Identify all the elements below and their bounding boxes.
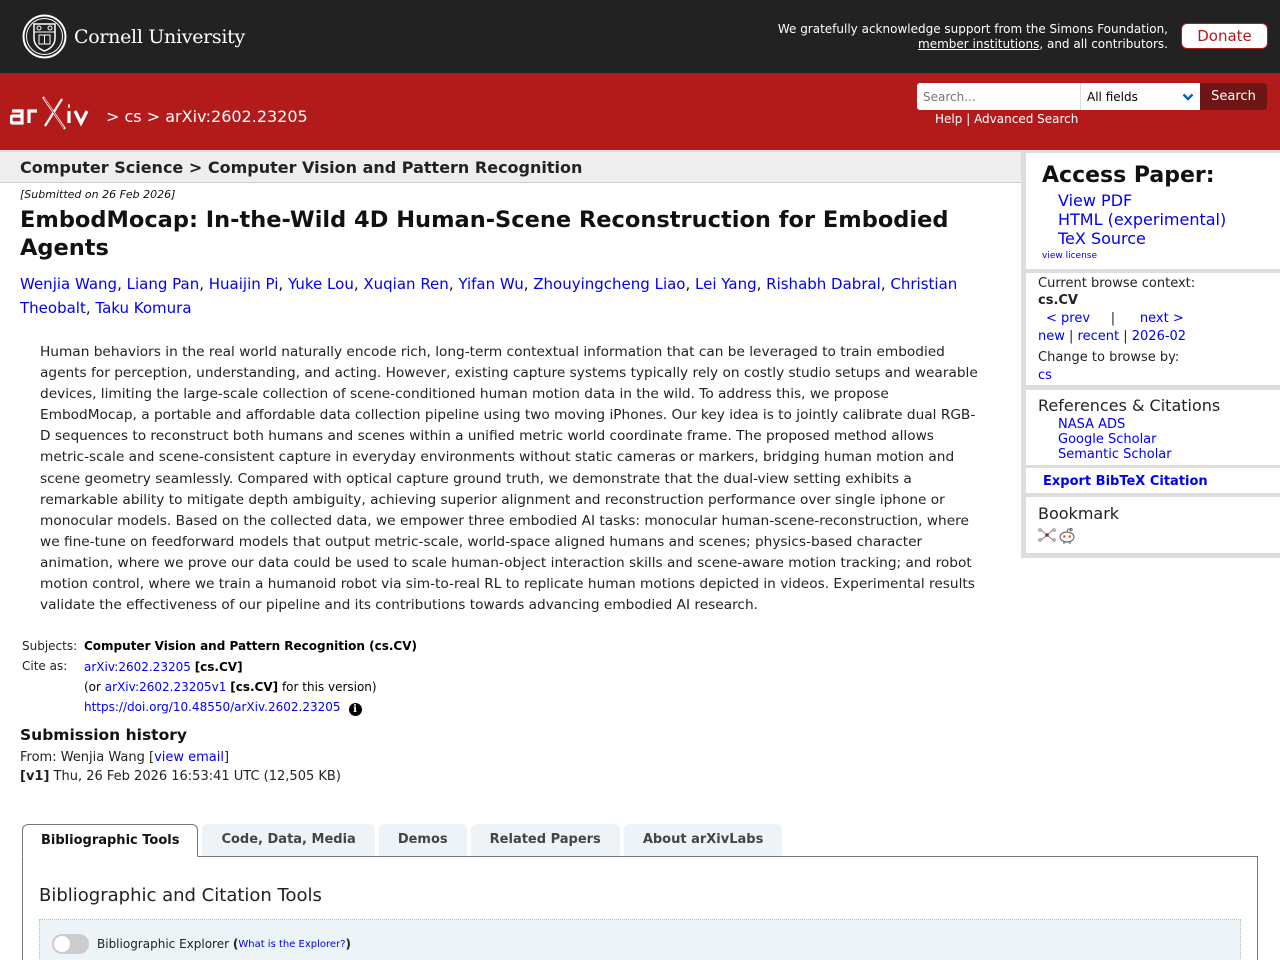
author-link[interactable]: Yifan Wu xyxy=(458,275,524,293)
browse-cs-link[interactable]: cs xyxy=(1038,368,1052,383)
arxiv-header xyxy=(0,73,1280,150)
paren-close: ) xyxy=(345,937,351,951)
donate-button[interactable]: Donate xyxy=(1181,23,1268,49)
search-field-value: All fields xyxy=(1087,89,1138,104)
next-link[interactable]: next > xyxy=(1139,311,1184,326)
tab-demos[interactable]: Demos xyxy=(379,824,467,857)
browse-context-value: cs.CV xyxy=(1038,293,1078,308)
access-paper-title: Access Paper: xyxy=(1042,163,1215,188)
paper-main xyxy=(20,183,1020,784)
bookmark-block xyxy=(1026,497,1280,553)
labs-tab-panel xyxy=(22,856,1258,960)
submission-history-title: Submission history xyxy=(20,726,187,744)
author-link[interactable]: Taku Komura xyxy=(95,299,192,317)
author-link[interactable]: Liang Pan xyxy=(126,275,200,293)
references-block xyxy=(1026,390,1280,465)
semantic-scholar-link[interactable]: Semantic Scholar xyxy=(1058,447,1172,462)
search-field-select[interactable] xyxy=(1080,83,1200,110)
author-link[interactable]: Zhouyingcheng Liao xyxy=(533,275,686,293)
abstract: Human behaviors in the real world naturally encode rich, long-term contextual information that can be leveraged to train embodied agents for perception, understanding, and acting. However, existing capture systems typically rely on costly studio setups and wearable devices, limiting the large-scale collection of scene-conditioned human motion data in the wild. To address this, we propose EmbodMocap, a portable and affordable data collection pipeline using two moving iPhones. Our key idea is to jointly calibrate dual RGB-D sequences to reconstruct both humans and scenes within a unified metric world coordinate frame. The proposed method allows metric-scale and scene-consistent capture in everyday environments without static cameras or markers, bridging human motion and scene geometry seamlessly. Compared with optical capture ground truth, we demonstrate that the dual-view setting exhibits a remarkable ability to mitigate depth ambiguity, achieving superior alignment and reconstruction performance over single iphone or monocular models. Based on the collected data, we empower three embodied AI tasks: monocular human-scene-reconstruction, where we fine-tune on feedforward models that output metric-scale, world-space aligned humans and scenes; physics-based character animation, where we prove our data could be used to scale human-object interaction skills and scene-aware motion tracking; and robot motion control, where we train a humanoid robot via sim-to-real RL to replicate human motions depicted in videos. Experimental results validate the effectiveness of our pipeline and its contributions towards advancing embodied AI research. xyxy=(40,344,978,614)
cornell-logo-link[interactable] xyxy=(22,14,245,59)
access-paper-block xyxy=(1026,153,1280,269)
author-link[interactable]: Rishabh Dabral xyxy=(766,275,881,293)
subjects-row xyxy=(22,636,417,656)
author-link[interactable]: Xuqian Ren xyxy=(363,275,449,293)
html-experimental-link[interactable]: HTML (experimental) xyxy=(1058,210,1227,229)
divider: | xyxy=(1123,329,1128,344)
reddit-icon[interactable] xyxy=(1058,527,1076,545)
new-link[interactable]: new xyxy=(1038,329,1065,344)
subjects-label: Subjects: xyxy=(22,639,78,653)
change-browse-links xyxy=(1038,367,1280,384)
paren-open: ( xyxy=(232,937,239,951)
prev-link[interactable]: < prev xyxy=(1046,311,1091,326)
info-icon[interactable]: i xyxy=(349,703,362,716)
cornell-bar xyxy=(0,0,1280,73)
submission-history xyxy=(20,726,341,784)
subject-breadcrumb: Computer Science > Computer Vision and Pattern Recognition xyxy=(20,158,583,177)
browse-context-block xyxy=(1026,273,1280,385)
list-nav xyxy=(1038,328,1280,345)
view-email-link[interactable]: view email xyxy=(154,750,224,765)
divider: | xyxy=(966,112,971,126)
search-form xyxy=(917,83,1267,110)
version-tag: [v1] xyxy=(20,769,50,784)
divider: | xyxy=(1069,329,1074,344)
search-input[interactable] xyxy=(917,83,1080,110)
bibliographic-explorer-toggle[interactable] xyxy=(52,934,89,954)
nasa-ads-link[interactable]: NASA ADS xyxy=(1058,417,1126,432)
version-line xyxy=(20,769,341,784)
doi-link[interactable]: https://doi.org/10.48550/arXiv.2602.23205 xyxy=(84,700,341,714)
explorer-row xyxy=(52,934,351,954)
bibsonomy-icon[interactable] xyxy=(1038,527,1056,543)
cite-version-link[interactable]: arXiv:2602.23205v1 xyxy=(104,680,227,694)
breadcrumb-separator: > xyxy=(106,107,120,126)
subject-subheader xyxy=(0,150,1021,183)
author-link[interactable]: Yuke Lou xyxy=(287,275,354,293)
version-detail: Thu, 26 Feb 2026 16:53:41 UTC (12,505 KB) xyxy=(49,769,341,784)
paper-title: EmbodMocap: In-the-Wild 4D Human-Scene Reconstruction for Embodied Agents xyxy=(20,207,949,261)
breadcrumb-cs[interactable]: cs xyxy=(124,107,142,126)
cite-id-link[interactable]: arXiv:2602.23205 xyxy=(84,660,191,674)
cite-row xyxy=(22,656,417,718)
search-links xyxy=(935,112,1078,126)
bibtex-block xyxy=(1026,468,1280,493)
metadata-table xyxy=(22,636,417,718)
breadcrumb-paper-id[interactable]: arXiv:2602.23205 xyxy=(165,107,308,126)
month-link[interactable]: 2026-02 xyxy=(1131,329,1187,344)
support-line-2-rest: , and all contributors. xyxy=(1039,37,1168,51)
cite-category: [cs.CV] xyxy=(194,660,243,674)
cite-version-category: [cs.CV] xyxy=(230,680,279,694)
tex-source-link[interactable]: TeX Source xyxy=(1058,229,1146,248)
support-text xyxy=(778,22,1168,52)
cite-or: (or xyxy=(84,680,101,694)
divider: | xyxy=(1110,311,1116,326)
browse-context-label: Current browse context: xyxy=(1038,276,1196,291)
explorer-label: Bibliographic Explorer xyxy=(97,937,230,951)
export-bibtex-link[interactable]: Export BibTeX Citation xyxy=(1043,474,1208,489)
cite-label: Cite as: xyxy=(22,659,68,673)
toggle-knob xyxy=(54,936,70,952)
references-title: References & Citations xyxy=(1038,396,1221,415)
cornell-name: Cornell University xyxy=(74,25,245,48)
arxiv-logo-icon[interactable] xyxy=(10,93,102,133)
cornell-seal-icon xyxy=(22,14,67,59)
google-scholar-link[interactable]: Google Scholar xyxy=(1058,432,1157,447)
tab-bibliographic-tools[interactable]: Bibliographic Tools xyxy=(22,824,198,857)
submitter-line xyxy=(20,750,341,765)
labs-tabs xyxy=(22,824,786,857)
cite-version-suffix: for this version) xyxy=(281,680,377,694)
bookmark-icons xyxy=(1026,523,1280,545)
explorer-box xyxy=(39,919,1241,960)
tab-about-arxivlabs[interactable]: About arXivLabs xyxy=(624,824,783,857)
author-link[interactable]: Wenjia Wang xyxy=(20,275,118,293)
chevron-down-icon xyxy=(1182,93,1194,101)
tab-code-data-media[interactable]: Code, Data, Media xyxy=(202,824,374,857)
breadcrumb-separator: > xyxy=(146,107,161,126)
panel-title: Bibliographic and Citation Tools xyxy=(39,885,322,906)
author-list: Wenjia Wang, Liang Pan, Huaijin Pi, Yuke Lou, Xuqian Ren, Yifan Wu, Zhouyingcheng Liao, Lei Yang, Rishabh Dabral, Christian Theobalt, Taku Komura xyxy=(20,275,958,317)
change-browse-label: Change to browse by: xyxy=(1038,350,1180,365)
view-pdf-link[interactable]: View PDF xyxy=(1058,191,1133,210)
view-license-link[interactable]: view license xyxy=(1042,251,1098,261)
header-breadcrumb xyxy=(106,107,308,126)
from-suffix: ] xyxy=(223,750,230,765)
author-link[interactable]: Huaijin Pi xyxy=(208,275,279,293)
author-link[interactable]: Christian Theobalt xyxy=(20,275,958,317)
support-line-2 xyxy=(778,37,1168,52)
member-institutions-link[interactable]: member institutions xyxy=(918,37,1040,51)
tab-related-papers[interactable]: Related Papers xyxy=(471,824,620,857)
dateline: [Submitted on 26 Feb 2026] xyxy=(20,188,176,201)
help-link[interactable]: Help xyxy=(935,112,963,126)
subjects-value: Computer Vision and Pattern Recognition (cs.CV) xyxy=(84,639,417,653)
advanced-search-link[interactable]: Advanced Search xyxy=(974,112,1079,126)
from-prefix: From: Wenjia Wang [ xyxy=(20,750,155,765)
sidebar xyxy=(1021,150,1280,558)
author-link[interactable]: Lei Yang xyxy=(695,275,757,293)
recent-link[interactable]: recent xyxy=(1077,329,1120,344)
bookmark-title: Bookmark xyxy=(1038,504,1120,523)
search-button[interactable]: Search xyxy=(1200,83,1267,110)
what-is-explorer-link[interactable]: What is the Explorer? xyxy=(238,938,346,950)
prev-next-nav xyxy=(1038,310,1280,327)
support-line-1: We gratefully acknowledge support from the Simons Foundation, xyxy=(777,22,1168,36)
